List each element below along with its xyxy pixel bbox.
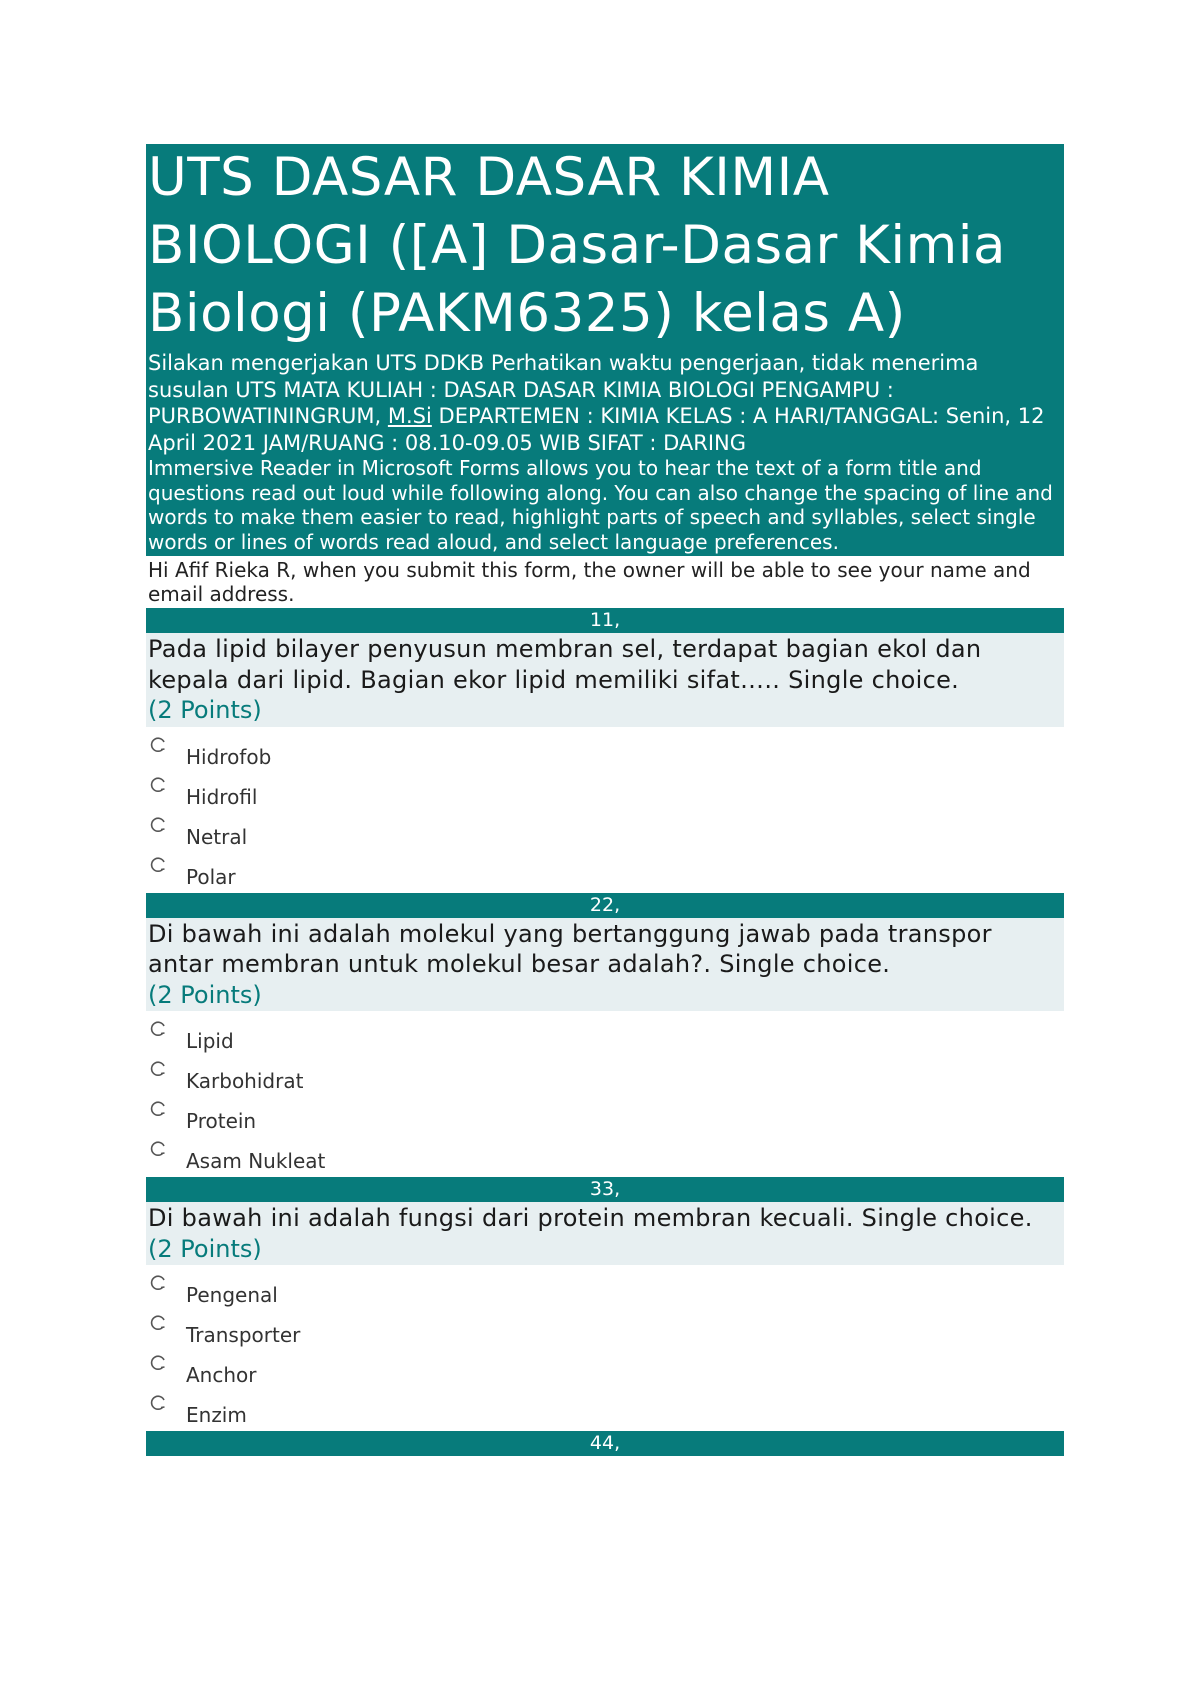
question-number: 11, [146,608,1064,633]
question-text: Di bawah ini adalah fungsi dari protein membran kecuali. Single choice. [148,1204,1033,1232]
option-item[interactable] [146,813,1064,853]
description-text: Silakan mengerjakan UTS DDKB Perhatikan waktu pengerjaan, tidak menerima susulan UTS MATA KULIAH : DASAR DASAR KIMIA BIOLOGI PENGAMPU : PURBOWATININGRUM, [148,351,979,428]
option-item[interactable] [146,733,1064,773]
radio-button-icon[interactable] [150,857,166,873]
option-label: Polar [186,864,236,889]
option-label: Karbohidrat [186,1069,304,1093]
radio-button-icon[interactable] [150,1141,166,1157]
radio-button-icon[interactable] [150,817,166,833]
question-2 [146,893,1064,1178]
option-label: Netral [186,824,248,849]
radio-button-icon[interactable] [150,1395,166,1411]
question-box [146,1202,1064,1265]
option-item[interactable] [146,1017,1064,1057]
radio-button-icon[interactable] [150,1275,166,1291]
option-label: Enzim [186,1403,247,1427]
option-label: Anchor [186,1363,257,1387]
question-points: (2 Points) [148,980,262,1009]
form-description [148,350,1062,456]
option-label: Lipid [186,1029,234,1053]
question-number: 33, [146,1177,1064,1202]
description-link[interactable]: M.Si [387,404,432,428]
question-text: Di bawah ini adalah molekul yang bertanggung jawab pada transpor antar membran untuk molekul besar adalah?. Single choice. [148,919,992,978]
option-list [146,1011,1064,1177]
option-label: Asam Nukleat [186,1149,326,1173]
radio-button-icon[interactable] [150,1021,166,1037]
radio-button-icon[interactable] [150,1101,166,1117]
radio-button-icon[interactable] [150,1061,166,1077]
radio-button-icon[interactable] [150,737,166,753]
question-text: Pada lipid bilayer penyusun membran sel, terdapat bagian ekol dan kepala dari lipid. Bagian ekor lipid memiliki sifat….. Single choice. [148,635,982,694]
question-points: (2 Points) [148,1234,262,1263]
option-list [146,727,1064,893]
option-item[interactable] [146,853,1064,893]
option-label: Pengenal [186,1283,278,1307]
option-label: Protein [186,1109,257,1133]
radio-button-icon[interactable] [150,777,166,793]
option-label: Hidrofil [186,784,258,809]
option-item[interactable] [146,773,1064,813]
question-4 [146,1431,1064,1456]
submission-notice: Hi Afif Rieka R, when you submit this form, the owner will be able to see your name and email address. [148,558,1031,606]
radio-button-icon[interactable] [150,1355,166,1371]
question-3 [146,1177,1064,1431]
option-item[interactable] [146,1271,1064,1311]
form [146,144,1064,1456]
question-box [146,633,1064,727]
question-number: 22, [146,893,1064,918]
question-points: (2 Points) [148,696,262,724]
option-item[interactable] [146,1311,1064,1351]
description-text-end: DEPARTEMEN : KIMIA KELAS : A HARI/TANGGAL: Senin, 12 April 2021 JAM/RUANG : 08.10-09.05 WIB SIFAT : DARING [148,404,1045,455]
option-item[interactable] [146,1391,1064,1431]
option-item[interactable] [146,1057,1064,1097]
question-number: 44, [146,1431,1064,1456]
form-title: UTS DASAR DASAR KIMIA BIOLOGI ([A] Dasar-Dasar Kimia Biologi (PAKM6325) kelas A) [148,147,1006,344]
question-1 [146,608,1064,893]
option-item[interactable] [146,1097,1064,1137]
option-label: Transporter [186,1323,301,1347]
radio-button-icon[interactable] [150,1315,166,1331]
option-list [146,1265,1064,1431]
option-item[interactable] [146,1351,1064,1391]
form-header [146,144,1064,556]
question-box [146,918,1064,1012]
option-item[interactable] [146,1137,1064,1177]
option-label: Hidrofob [186,744,272,769]
immersive-reader-text: Immersive Reader in Microsoft Forms allows you to hear the text of a form title and questions read out loud while following along. You can also change the spacing of line and words to make them easier to read, highlight parts of speech and syllables, select single words or lines of words read aloud, and select language preferences. [148,456,1053,554]
